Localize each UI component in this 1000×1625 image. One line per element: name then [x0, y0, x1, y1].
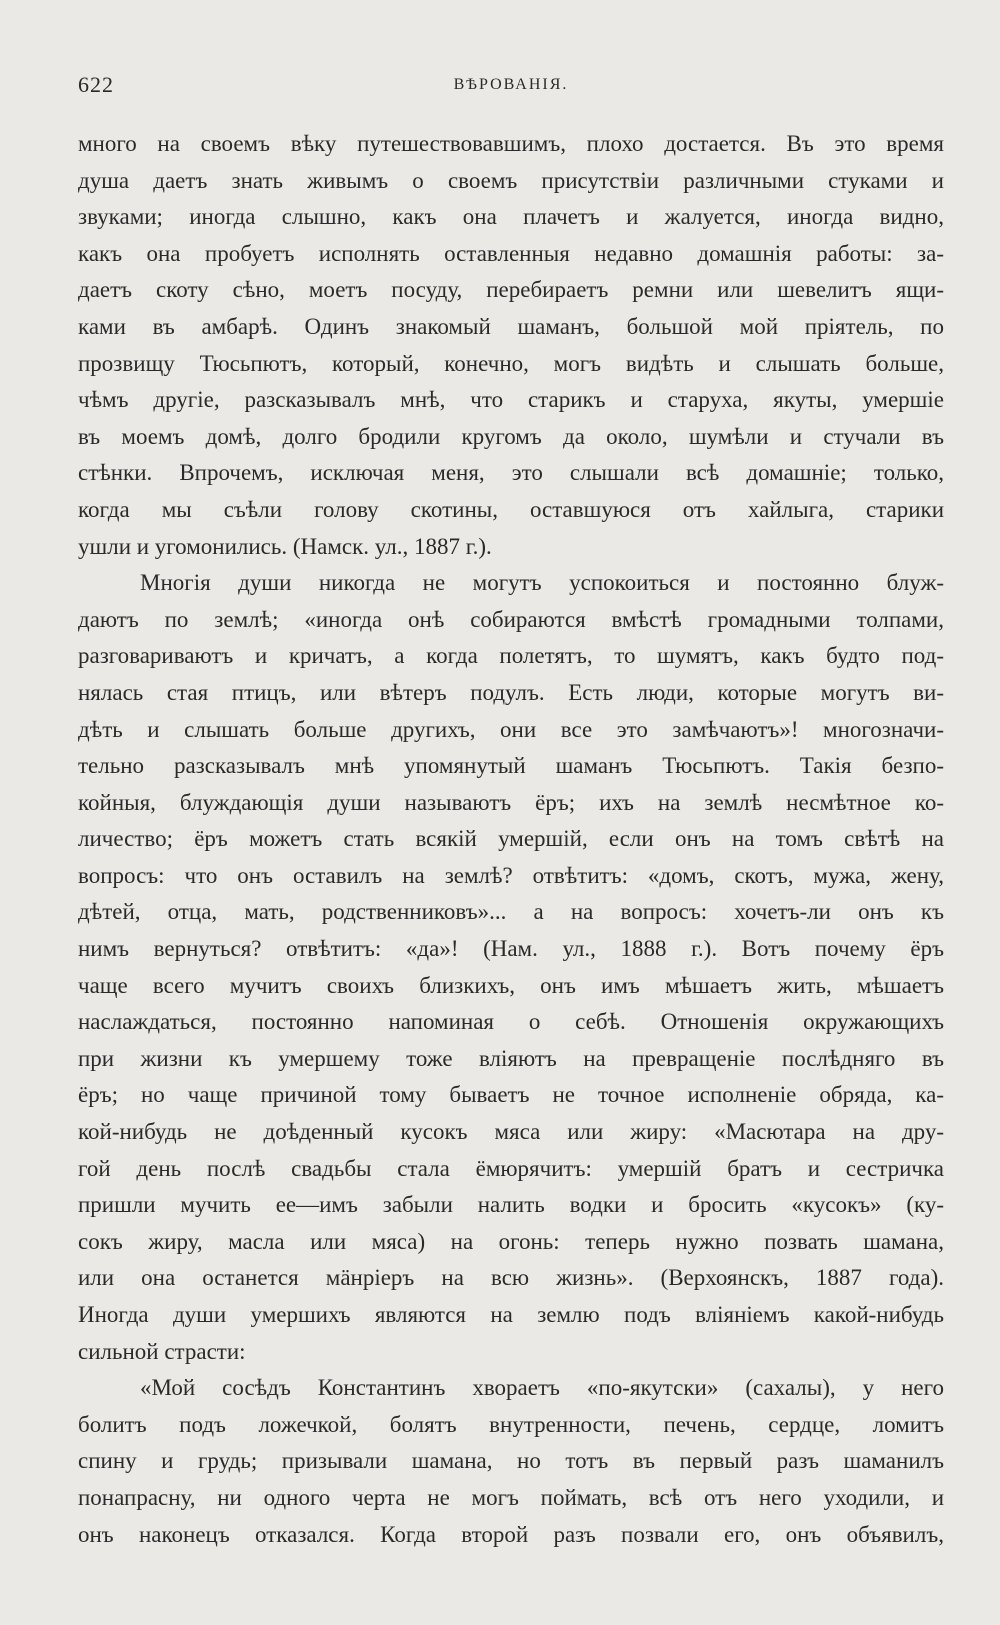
- text-line: чѣмъ другіе, разсказывалъ мнѣ, что старикъ и старуха, якуты, умершіе: [78, 387, 944, 413]
- text-line: Иногда души умершихъ являются на землю подъ вліяніемъ какой-нибудь: [78, 1302, 944, 1327]
- text-line: гой день послѣ свадьбы стала ёмюрячитъ: умершій братъ и сестричка: [78, 1155, 944, 1181]
- text-line: много на своемъ вѣку путешествовавшимъ, плохо достается. Въ это время: [78, 131, 944, 156]
- text-line: личество; ёръ можетъ стать всякій умершій, если онъ на томъ свѣтѣ на: [78, 826, 944, 852]
- text-line: какъ она пробуетъ исполнять оставленныя недавно домашнія работы: за-: [78, 240, 944, 266]
- text-line: вопросъ: что онъ оставилъ на землѣ? отвѣтитъ: «домъ, скотъ, мужа, жену,: [78, 862, 944, 888]
- text-line: Многія души никогда не могутъ успокоиться и постоянно блуж-: [140, 570, 944, 596]
- text-line: тельно разсказывалъ мнѣ упомянутый шаманъ Тюсьпютъ. Такія безпо-: [78, 753, 944, 779]
- text-line: душа даетъ знать живымъ о своемъ присутствіи различными стуками и: [78, 167, 944, 193]
- text-line: дѣть и слышать больше другихъ, они все это замѣчаютъ»! многозначи-: [78, 716, 944, 742]
- text-line: кой-нибудь не доѣденный кусокъ мяса или жиру: «Масютара на дру-: [78, 1119, 944, 1145]
- text-line: въ моемъ домѣ, долго бродили кругомъ да около, шумѣли и стучали въ: [78, 423, 944, 449]
- running-head: ВѢРОВАНІЯ.: [453, 76, 569, 93]
- body-text: [78, 126, 944, 1553]
- text-line: ушли и угомонились. (Намск. ул., 1887 г.).: [78, 533, 492, 559]
- text-line: ёръ; но чаще причиной тому бываетъ не точное исполненіе обряда, ка-: [78, 1082, 944, 1108]
- text-line: прозвищу Тюсьпютъ, который, конечно, могъ видѣть и слышать больше,: [78, 350, 944, 376]
- text-line: нялась стая птицъ, или вѣтеръ подулъ. Есть люди, которые могутъ ви-: [78, 679, 944, 705]
- page-header: [78, 72, 944, 106]
- text-line: болитъ подъ ложечкой, болятъ внутренности, печень, сердце, ломитъ: [78, 1411, 944, 1437]
- text-line: сильной страсти:: [78, 1338, 246, 1364]
- page-number: 622: [78, 72, 114, 97]
- text-line: пришли мучить ее—имъ забыли налить водки и бросить «кусокъ» (ку-: [78, 1192, 944, 1218]
- text-line: онъ наконецъ отказался. Когда второй разъ позвали его, онъ объявилъ,: [78, 1521, 944, 1547]
- text-line: чаще всего мучитъ своихъ близкихъ, онъ имъ мѣшаетъ жить, мѣшаетъ: [78, 972, 944, 998]
- text-line: даетъ скоту сѣно, моетъ посуду, перебираетъ ремни или шевелитъ ящи-: [78, 277, 944, 303]
- text-line: когда мы съѣли голову скотины, оставшуюся отъ хайлыга, старики: [78, 496, 944, 522]
- text-line: «Мой сосѣдъ Константинъ хвораетъ «по-якутски» (сахалы), у него: [140, 1375, 944, 1401]
- text-line: звуками; иногда слышно, какъ она плачетъ и жалуется, иногда видно,: [78, 204, 944, 230]
- text-line: стѣнки. Впрочемъ, исключая меня, это слышали всѣ домашніе; только,: [78, 460, 944, 486]
- text-line: дѣтей, отца, мать, родственниковъ»... а на вопросъ: хочетъ-ли онъ къ: [78, 899, 944, 925]
- text-line: ками въ амбарѣ. Одинъ знакомый шаманъ, большой мой пріятель, по: [78, 313, 944, 339]
- text-line: спину и грудь; призывали шамана, но тотъ въ первый разъ шаманилъ: [78, 1448, 944, 1474]
- text-line: наслаждаться, постоянно напоминая о себѣ. Отношенія окружающихъ: [78, 1009, 944, 1035]
- text-line: нимъ вернуться? отвѣтитъ: «да»! (Нам. ул., 1888 г.). Вотъ почему ёръ: [78, 936, 944, 962]
- text-line: сокъ жиру, масла или мяса) на огонь: теперь нужно позвать шамана,: [78, 1228, 944, 1254]
- text-line: или она останется мäнріеръ на всю жизнь». (Верхоянскъ, 1887 года).: [78, 1265, 944, 1291]
- text-line: понапрасну, ни одного черта не могъ поймать, всѣ отъ него уходили, и: [78, 1484, 944, 1510]
- text-line: койныя, блуждающія души называютъ ёръ; ихъ на землѣ несмѣтное ко-: [78, 789, 944, 815]
- text-line: даютъ по землѣ; «иногда онѣ собираются вмѣстѣ громадными толпами,: [78, 606, 944, 632]
- text-line: при жизни къ умершему тоже вліяютъ на превращеніе послѣдняго въ: [78, 1045, 944, 1071]
- text-line: разговариваютъ и кричатъ, а когда полетятъ, то шумятъ, какъ будто под-: [78, 643, 944, 669]
